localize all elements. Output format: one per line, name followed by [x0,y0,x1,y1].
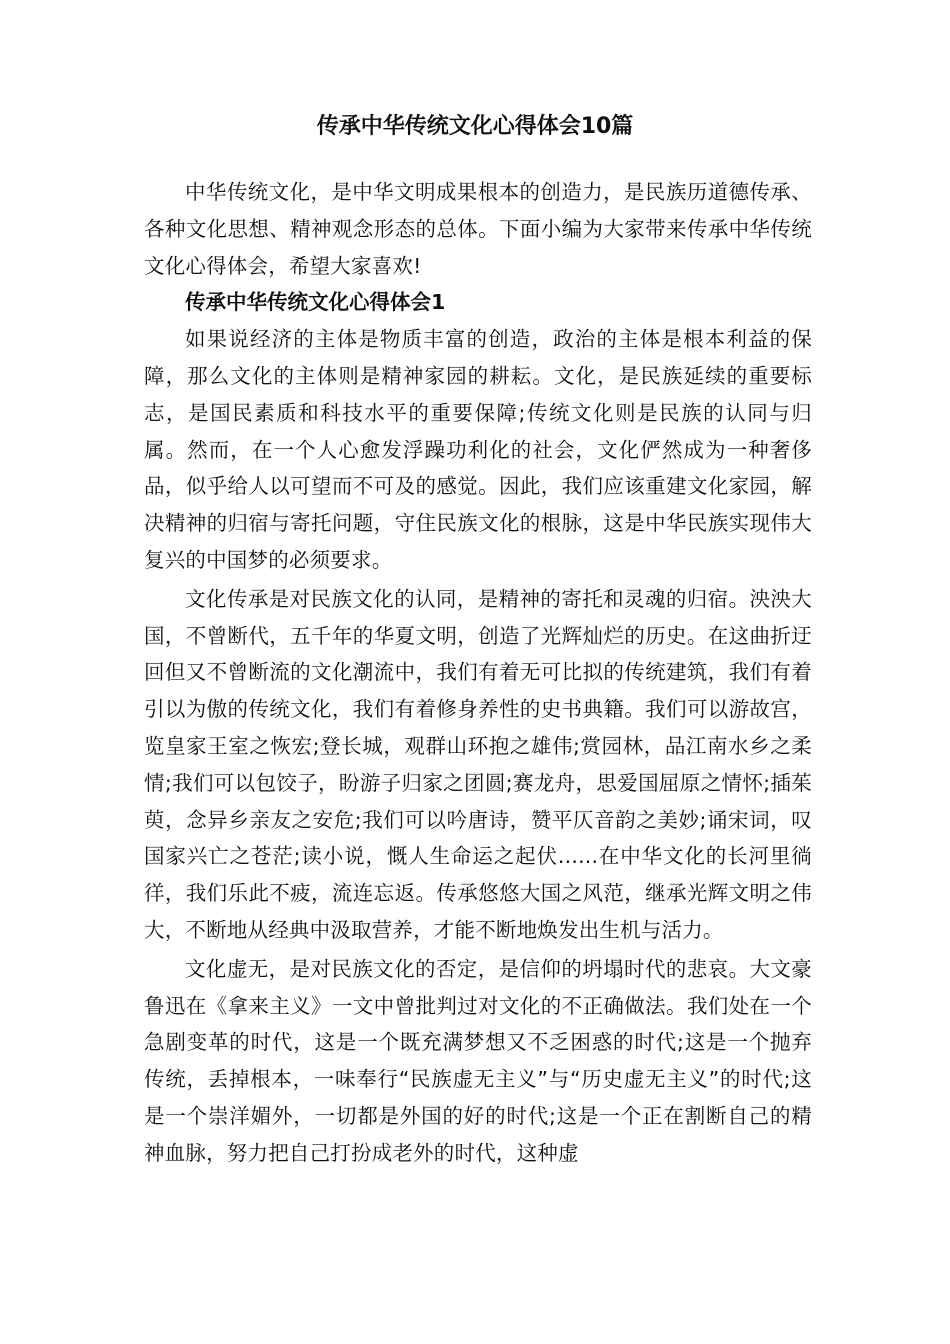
body-paragraph-2: 文化传承是对民族文化的认同，是精神的寄托和灵魂的归宿。泱泱大国，不曾断代，五千年的华夏文明，创造了光辉灿烂的历史。在这曲折迂回但又不曾断流的文化潮流中，我们有着无可比拟的传统建筑，我们有着引以为傲的传统文化，我们有着修身养性的史书典籍。我们可以游故宫，览皇家王室之恢宏;登长城，观群山环抱之雄伟;赏园林，品江南水乡之柔情;我们可以包饺子，盼游子归家之团圆;赛龙舟，思爱国屈原之情怀;插茱萸，念异乡亲友之安危;我们可以吟唐诗，赞平仄音韵之美妙;诵宋词，叹国家兴亡之苍茫;读小说，慨人生命运之起伏......在中华文化的长河里徜徉，我们乐此不疲，流连忘返。传承悠悠大国之风范，继承光辉文明之伟大，不断地从经典中汲取营养，才能不断地焕发出生机与活力。 [144,586,812,942]
document-title: 传承中华传统文化心得体会10篇 [316,114,634,139]
intro-paragraph: 中华传统文化，是中华文明成果根本的创造力，是民族历道德传承、各种文化思想、精神观念形态的总体。下面小编为大家带来传承中华传统文化心得体会，希望大家喜欢! [144,180,812,278]
body-paragraph-1: 如果说经济的主体是物质丰富的创造，政治的主体是根本利益的保障，那么文化的主体则是精神家园的耕耘。文化，是民族延续的重要标志，是国民素质和科技水平的重要保障;传统文化则是民族的认同与归属。然而，在一个人心愈发浮躁功利化的社会，文化俨然成为一种奢侈品，似乎给人以可望而不可及的感觉。因此，我们应该重建文化家园，解决精神的归宿与寄托问题，守住民族文化的根脉，这是中华民族实现伟大复兴的中国梦的必须要求。 [144,327,812,572]
section-heading: 传承中华传统文化心得体会1 [185,290,446,315]
body-paragraph-3: 文化虚无，是对民族文化的否定，是信仰的坍塌时代的悲哀。大文豪鲁迅在《拿来主义》一文中曾批判过对文化的不正确做法。我们处在一个急剧变革的时代，这是一个既充满梦想又不乏困惑的时代;这是一个抛弃传统，丢掉根本，一味奉行“民族虚无主义”与“历史虚无主义”的时代;这是一个崇洋媚外，一切都是外国的好的时代;这是一个正在割断自己的精神血脉，努力把自己打扮成老外的时代，这种虚 [144,956,812,1165]
document-body [144,174,812,1172]
